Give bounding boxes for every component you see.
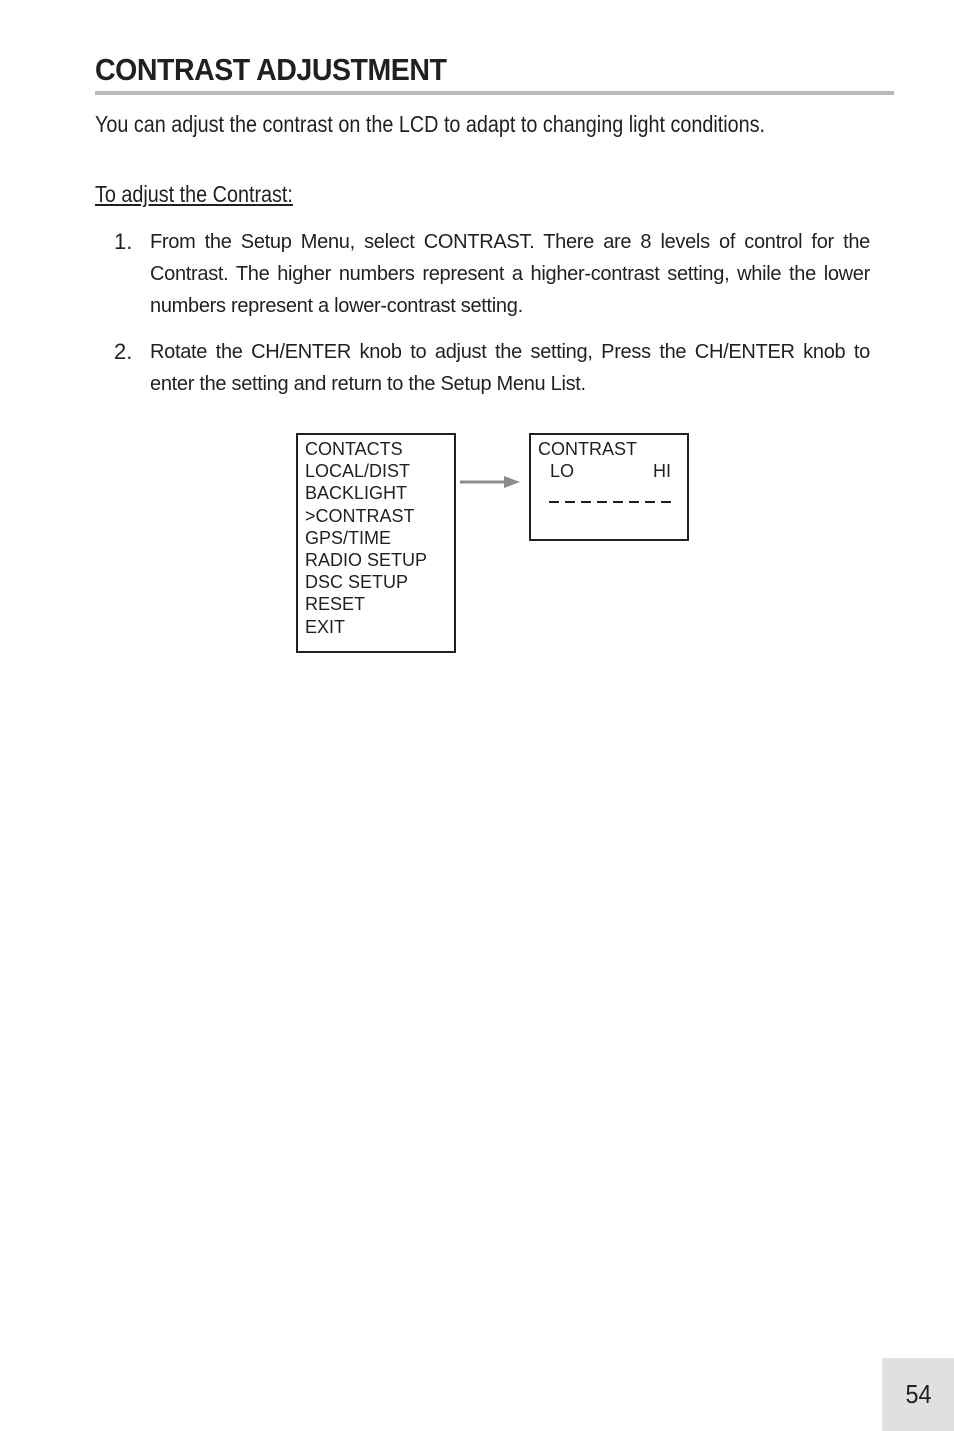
step-number: 2.: [114, 339, 133, 364]
menu-item-exit: EXIT: [305, 616, 346, 637]
menu-item-local-dist: LOCAL/DIST: [305, 461, 411, 482]
menu-item-contrast-selected: >CONTRAST: [305, 505, 415, 526]
menu-item-gps-time: GPS/TIME: [305, 527, 392, 548]
menu-item-dsc-setup: DSC SETUP: [305, 572, 409, 593]
setup-menu-screen: [296, 433, 456, 653]
menu-item-reset: RESET: [305, 594, 366, 615]
right-arrow-icon: [460, 473, 522, 491]
contrast-level-segment: [661, 501, 671, 503]
contrast-level-bar: [549, 493, 674, 505]
contrast-screen-title: CONTRAST: [538, 439, 637, 459]
contrast-screen: [529, 433, 689, 541]
contrast-level-segment: [629, 501, 639, 503]
contrast-level-segment: [597, 501, 607, 503]
step-text: Rotate the CH/ENTER knob to adjust the setting, Press the CH/ENTER knob to enter the setting and return to the Setup Menu List.: [150, 341, 870, 395]
intro-paragraph: You can adjust the contrast on the LCD to adapt to changing light conditions.: [95, 111, 766, 137]
step-number: 1.: [114, 229, 133, 254]
title-divider: [95, 91, 894, 95]
step-item: [114, 336, 870, 400]
contrast-level-segment: [565, 501, 575, 503]
hi-label: HI: [653, 461, 671, 482]
lo-label: LO: [550, 461, 575, 482]
procedure-steps: [114, 226, 870, 414]
contrast-range-labels: [538, 460, 687, 482]
procedure-heading: To adjust the Contrast:: [95, 181, 293, 207]
menu-item-backlight: BACKLIGHT: [305, 483, 408, 504]
menu-item-contacts: CONTACTS: [305, 439, 403, 459]
menu-item-radio-setup: RADIO SETUP: [305, 550, 428, 571]
contrast-level-segment: [645, 501, 655, 503]
page-title: CONTRAST ADJUSTMENT: [95, 52, 447, 87]
contrast-level-segment: [581, 501, 591, 503]
step-text: From the Setup Menu, select CONTRAST. There are 8 levels of control for the Contrast. The higher numbers represent a higher-contrast setting, while the lower numbers represent a lower-contrast setting.: [150, 231, 870, 317]
page-number-tab: [882, 1358, 954, 1431]
page-number: 54: [904, 1379, 932, 1409]
step-item: [114, 226, 870, 322]
contrast-level-segment: [613, 501, 623, 503]
contrast-level-segment: [549, 501, 559, 503]
